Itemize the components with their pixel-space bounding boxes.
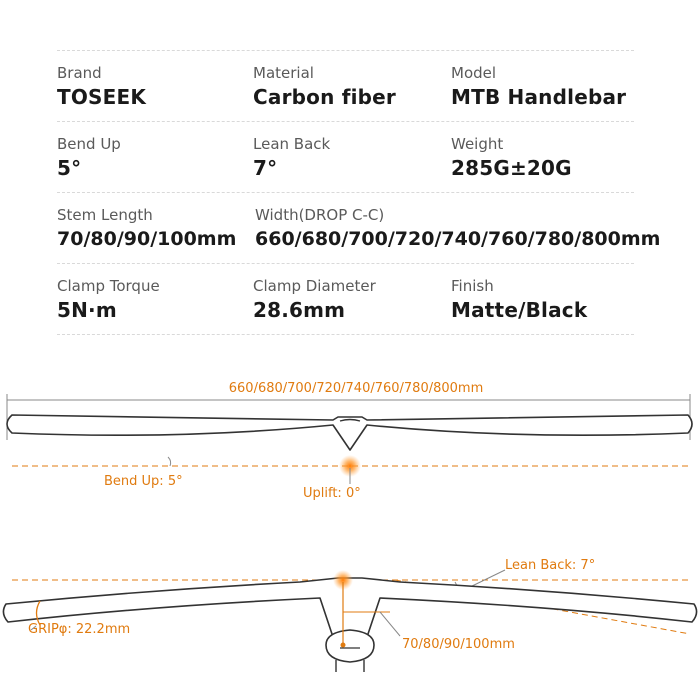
spec-label: Stem Length [57, 206, 153, 224]
spec-label: Width(DROP C-C) [255, 206, 385, 224]
width-label: 660/680/700/720/740/760/780/800mm [228, 381, 484, 396]
spec-label: Clamp Torque [57, 277, 160, 295]
stem-center-dot [341, 643, 346, 648]
front-view [7, 381, 692, 501]
top-view [3, 558, 696, 672]
spec-value: 7° [253, 156, 278, 180]
handlebar-front [7, 415, 692, 450]
stem-length-leader-line [380, 612, 400, 636]
spec-label: Brand [57, 64, 102, 82]
stem-length-label: 70/80/90/100mm [402, 637, 515, 652]
bend-up-angle-arc [168, 457, 171, 466]
bend-up-label: Bend Up: 5° [104, 474, 183, 489]
stem-clamp [326, 630, 374, 662]
grip-label: GRIPφ: 22.2mm [28, 622, 131, 637]
spec-value: 285G±20G [451, 156, 572, 180]
spec-value: 28.6mm [253, 298, 346, 322]
spec-label: Model [451, 64, 497, 82]
spec-value: 660/680/700/720/740/760/780/800mm [255, 228, 661, 250]
spec-label: Weight [451, 135, 504, 153]
lean-back-label: Lean Back: 7° [505, 558, 596, 573]
spec-label: Material [253, 64, 314, 82]
uplift-label: Uplift: 0° [303, 486, 361, 501]
spec-value: TOSEEK [57, 85, 147, 109]
spec-value: 70/80/90/100mm [57, 228, 237, 250]
spec-value: 5° [57, 156, 82, 180]
spec-value: 5N·m [57, 298, 117, 322]
spec-value: MTB Handlebar [451, 85, 627, 109]
spec-label: Finish [451, 277, 494, 295]
spec-value: Carbon fiber [253, 85, 396, 109]
spec-value: Matte/Black [451, 298, 588, 322]
lean-back-leader-line [468, 570, 505, 588]
spec-label: Bend Up [57, 135, 121, 153]
spec-label: Lean Back [253, 135, 331, 153]
spec-label: Clamp Diameter [253, 277, 376, 295]
